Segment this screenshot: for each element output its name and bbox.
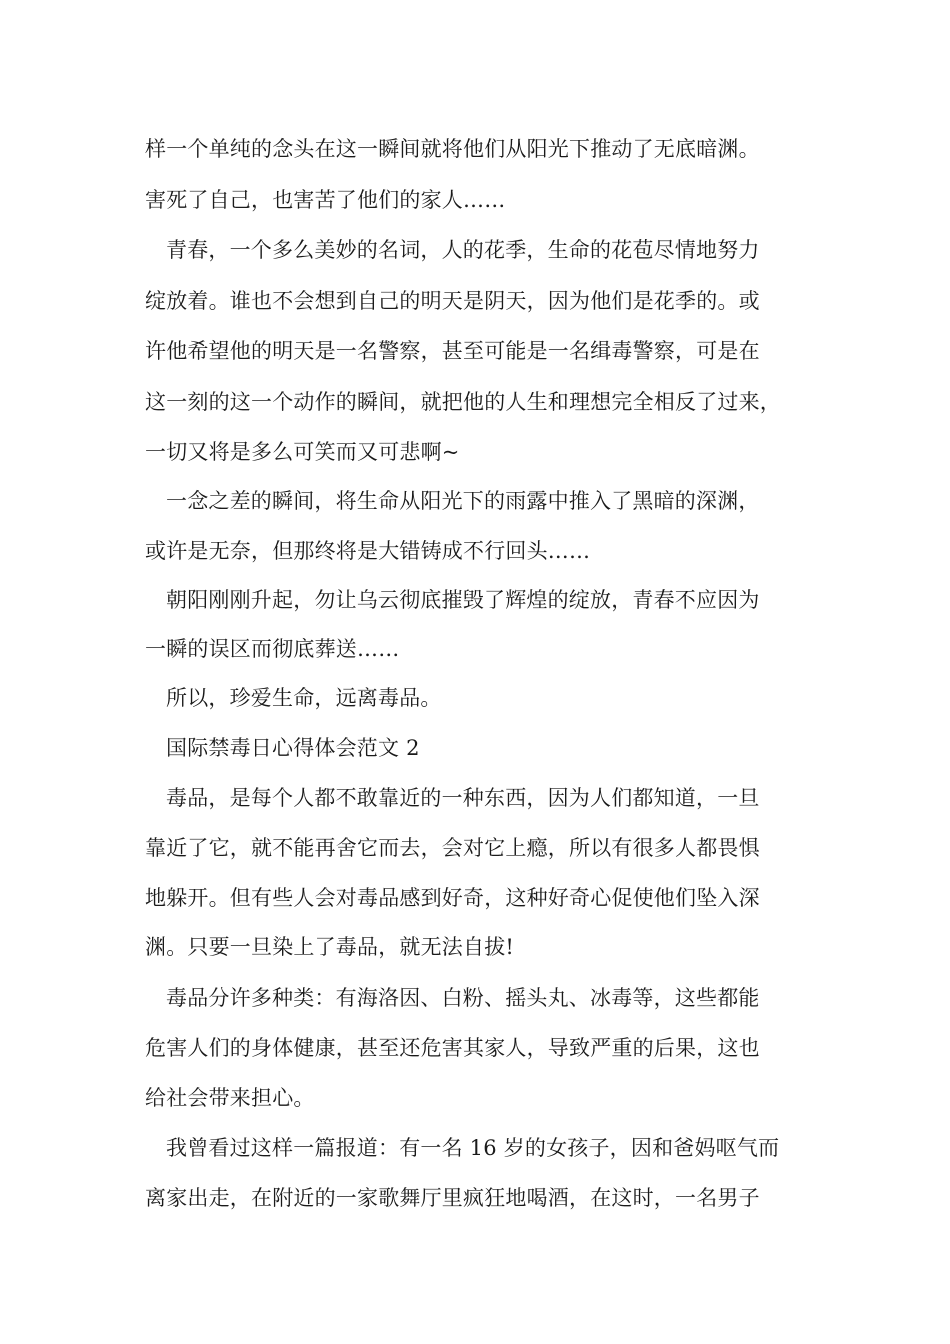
text-line: 一切又将是多么可笑而又可悲啊~ <box>145 440 460 464</box>
paragraph-start: 毒品分许多种类：有海洛因、白粉、摇头丸、冰毒等，这些都能 <box>166 986 760 1010</box>
text-line: 地躲开。但有些人会对毒品感到好奇，这种好奇心促使他们坠入深 <box>145 886 760 910</box>
paragraph-start: 青春，一个多么美妙的名词，人的花季，生命的花苞尽情地努力 <box>166 238 760 262</box>
text-line: 靠近了它，就不能再舍它而去，会对它上瘾，所以有很多人都畏惧 <box>145 836 760 860</box>
text-line: 许他希望他的明天是一名警察，甚至可能是一名缉毒警察，可是在 <box>145 339 760 363</box>
text-line: 或许是无奈，但那终将是大错铸成不行回头…… <box>145 539 591 563</box>
text-line: 给社会带来担心。 <box>145 1086 315 1110</box>
text-line: 一瞬的误区而彻底葬送…… <box>145 637 400 661</box>
text-line: 渊。只要一旦染上了毒品，就无法自拔! <box>145 935 515 959</box>
text-line: 危害人们的身体健康，甚至还危害其家人，导致严重的后果，这也 <box>145 1036 760 1060</box>
text-line: 样一个单纯的念头在这一瞬间就将他们从阳光下推动了无底暗渊。 <box>145 137 760 161</box>
paragraph-start: 我曾看过这样一篇报道：有一名 16 岁的女孩子，因和爸妈呕气而 <box>166 1136 780 1160</box>
text-line: 害死了自己，也害苦了他们的家人…… <box>145 188 506 212</box>
text-line: 绽放着。谁也不会想到自己的明天是阴天，因为他们是花季的。或 <box>145 289 760 313</box>
paragraph-start: 朝阳刚刚升起，勿让乌云彻底摧毁了辉煌的绽放，青春不应因为 <box>166 588 760 612</box>
paragraph-start: 所以，珍爱生命，远离毒品。 <box>166 686 442 710</box>
paragraph-start: 一念之差的瞬间，将生命从阳光下的雨露中推入了黑暗的深渊， <box>166 489 760 513</box>
text-line: 这一刻的这一个动作的瞬间，就把他的人生和理想完全相反了过来， <box>145 390 781 414</box>
section-heading: 国际禁毒日心得体会范文 2 <box>166 736 420 760</box>
paragraph-start: 毒品，是每个人都不敢靠近的一种东西，因为人们都知道，一旦 <box>166 786 760 810</box>
text-line: 离家出走，在附近的一家歌舞厅里疯狂地喝酒，在这时，一名男子 <box>145 1186 760 1210</box>
